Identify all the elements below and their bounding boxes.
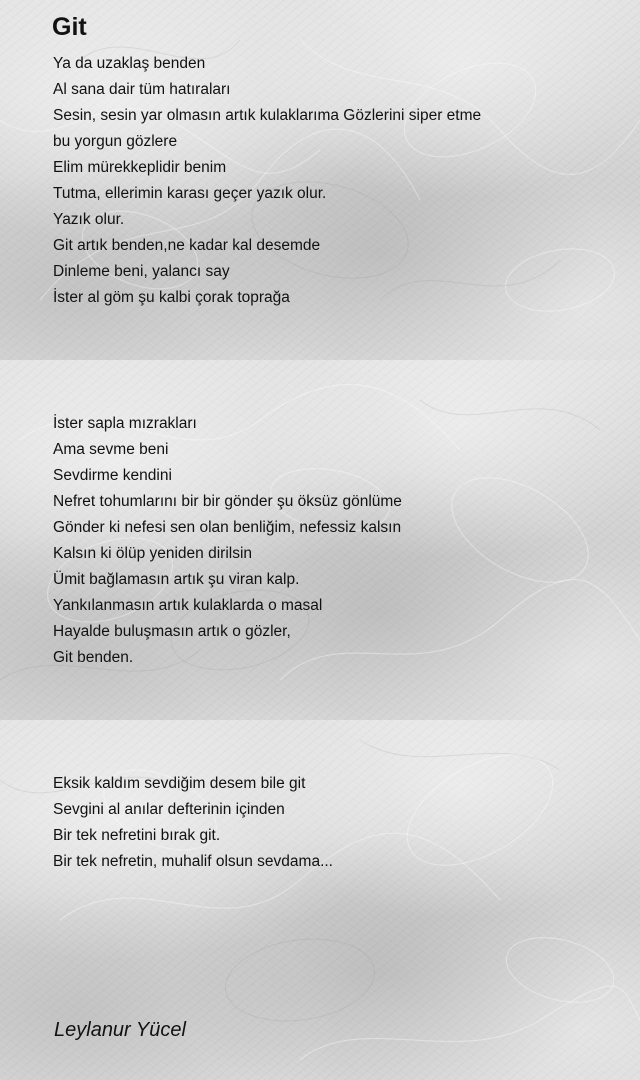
poem-line: Eksik kaldım sevdiğim desem bile git: [53, 775, 306, 792]
poem-line: Yazık olur.: [53, 211, 125, 228]
poem-panel-3: [0, 720, 640, 1080]
poem-line: İster sapla mızrakları: [53, 415, 197, 432]
poem-line: Bir tek nefretin, muhalif olsun sevdama...: [53, 853, 333, 870]
poem-line: Al sana dair tüm hatıraları: [53, 81, 231, 98]
poem-line: Bir tek nefretini bırak git.: [53, 827, 221, 844]
stanza-3: [53, 771, 333, 875]
stanza-1: [53, 51, 481, 311]
poem-line: bu yorgun gözlere: [53, 133, 178, 150]
poem-line: Elim mürekkeplidir benim: [53, 159, 227, 176]
poem-title: Git: [52, 13, 87, 41]
poem-line: Ümit bağlamasın artık şu viran kalp.: [53, 571, 300, 588]
poem-line: Sesin, sesin yar olmasın artık kulaklarıma Gözlerini siper etme: [53, 107, 482, 124]
poem-line: Sevdirme kendini: [53, 467, 172, 484]
poem-line: Kalsın ki ölüp yeniden dirilsin: [53, 545, 253, 562]
poem-line: Git artık benden,ne kadar kal desemde: [53, 237, 321, 254]
poem-line: Sevgini al anılar defterinin içinden: [53, 801, 285, 818]
poem-line: Hayalde buluşmasın artık o gözler,: [53, 623, 291, 640]
poem-line: Gönder ki nefesi sen olan benliğim, nefessiz kalsın: [53, 519, 402, 536]
poem-line: Git benden.: [53, 649, 134, 666]
stanza-2: [53, 411, 402, 671]
poem-line: Yankılanmasın artık kulaklarda o masal: [53, 597, 323, 614]
poem-author: Leylanur Yücel: [54, 1019, 186, 1041]
poem-line: İster al göm şu kalbi çorak toprağa: [53, 289, 290, 306]
poem-line: Tutma, ellerimin karası geçer yazık olur.: [53, 185, 327, 202]
poem-panel-2: [0, 360, 640, 720]
poem-panel-1: [0, 0, 640, 360]
poem-line: Nefret tohumlarını bir bir gönder şu öksüz gönlüme: [53, 493, 402, 510]
poem-line: Ama sevme beni: [53, 441, 169, 458]
poem-line: Ya da uzaklaş benden: [53, 55, 206, 72]
poem-line: Dinleme beni, yalancı say: [53, 263, 230, 280]
